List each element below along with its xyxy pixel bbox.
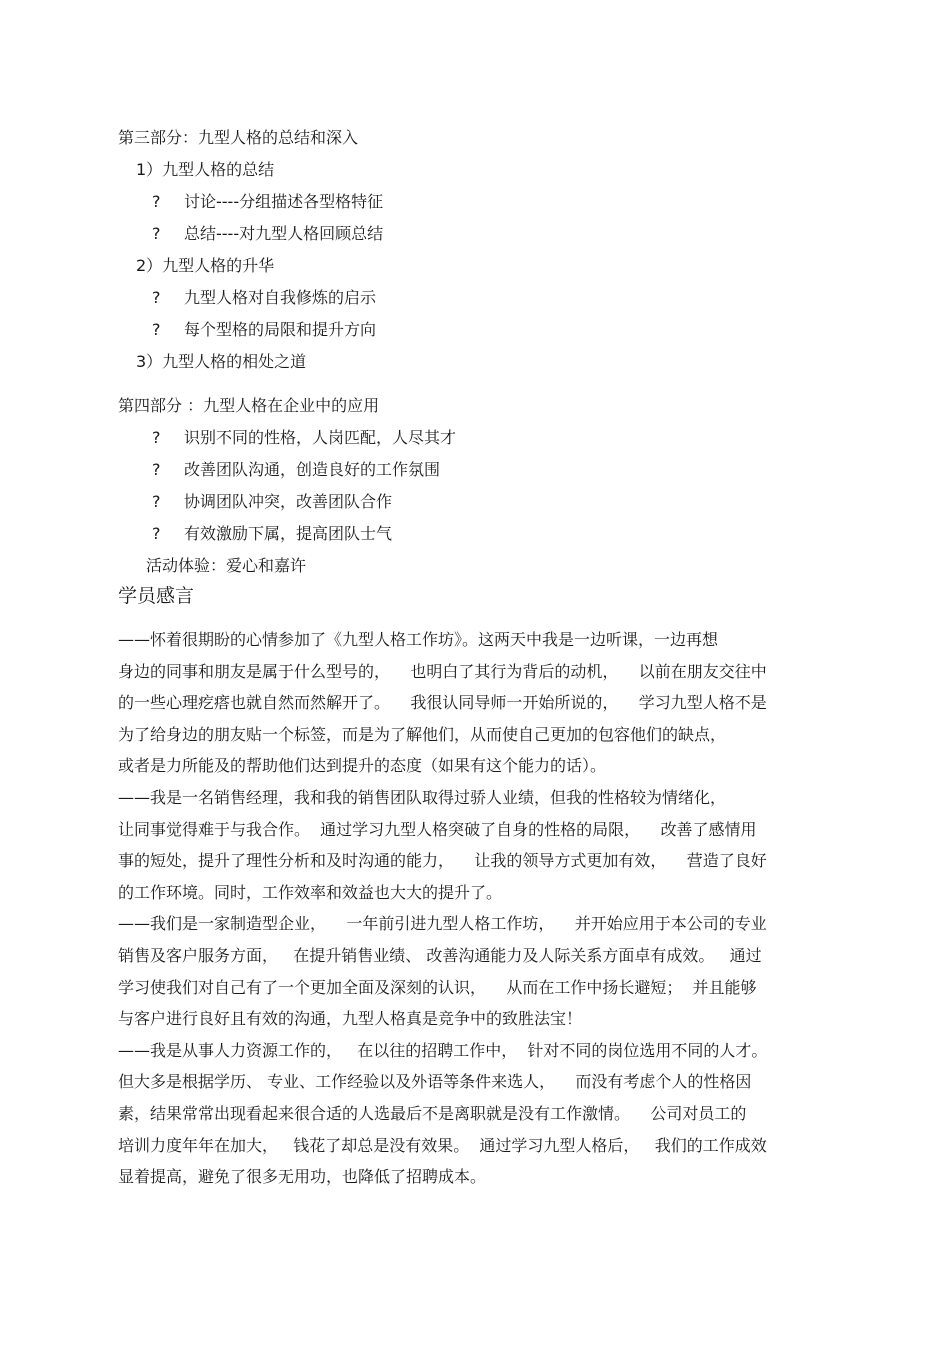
text-line: 或者是力所能及的帮助他们达到提升的态度（如果有这个能力的话）。 <box>118 756 607 776</box>
bullet-text: 识别不同的性格，人岗匹配，人尽其才 <box>184 428 457 447</box>
testimonial-3 <box>118 908 838 1034</box>
text-line: ——我是一名销售经理，我和我的销售团队取得过骄人业绩，但我的性格较为情绪化， <box>118 787 727 807</box>
text-line: ——怀着很期盼的心情参加了《九型人格工作坊》。这两天中我是一边听课，一边再想 <box>118 630 719 649</box>
text-line: 显着提高，避免了很多无用功，也降低了招聘成本。 <box>118 1167 487 1187</box>
part4-bullet <box>118 522 838 554</box>
text-line: ——我是从事人力资源工作的， 在以往的招聘工作中， 针对不同的岗位选用不同的人才。 <box>118 1040 768 1060</box>
bullet-text: 有效激励下属，提高团队士气 <box>184 524 393 543</box>
part3-bullet <box>118 222 838 254</box>
document-page <box>118 126 838 1193</box>
part4-title: 第四部分 ：九型人格在企业中的应用 <box>118 396 380 415</box>
bullet-mark: ? <box>152 428 161 447</box>
part4-bullet <box>118 458 838 490</box>
bullet-mark: ? <box>152 460 161 479</box>
bullet-text: 改善团队沟通，创造良好的工作氛围 <box>184 460 441 479</box>
testimonial-4 <box>118 1035 838 1193</box>
part4-bullet <box>118 426 838 458</box>
testimonial-2 <box>118 782 838 908</box>
text-line: 但大多是根据学历、 专业、工作经验以及外语等条件来选人， 而没有考虑个人的性格因 <box>118 1072 752 1092</box>
activity-line: 活动体验：爱心和嘉许 <box>146 556 307 575</box>
bullet-text: 九型人格对自我修炼的启示 <box>184 288 377 307</box>
text-line: 培训力度年年在加大， 钱花了却总是没有效果。 通过学习九型人格后， 我们的工作成效 <box>118 1135 767 1155</box>
text-line: 销售及客户服务方面， 在提升销售业绩、 改善沟通能力及人际关系方面卓有成效。 通过 <box>118 945 762 965</box>
bullet-mark: ? <box>152 320 161 339</box>
bullet-mark: ? <box>152 524 161 543</box>
part3-bullet <box>118 190 838 222</box>
text-line: 的工作环境。同时，工作效率和效益也大大的提升了。 <box>118 882 503 902</box>
part3-item-3: 3）九型人格的相处之道 <box>136 352 307 371</box>
bullet-mark: ? <box>152 492 161 511</box>
bullet-text: 讨论----分组描述各型格特征 <box>184 192 384 211</box>
part4-bullet <box>118 490 838 522</box>
bullet-mark: ? <box>152 224 161 243</box>
part3-item-1: 1）九型人格的总结 <box>136 160 275 179</box>
bullet-mark: ? <box>152 288 161 307</box>
text-line: 让同事觉得难于与我合作。 通过学习九型人格突破了自身的性格的局限， 改善了感情用 <box>118 819 757 839</box>
part3-bullet <box>118 318 838 350</box>
text-line: ——我们是一家制造型企业， 一年前引进九型人格工作坊， 并开始应用于本公司的专业 <box>118 914 767 934</box>
text-line: 素，结果常常出现看起来很合适的人选最后不是离职就是没有工作激情。 公司对员工的 <box>118 1103 747 1123</box>
text-line: 学习使我们对自己有了一个更加全面及深刻的认识， 从而在工作中扬长避短； 并且能够 <box>118 977 757 997</box>
bullet-mark: ? <box>152 192 161 211</box>
part3-item-2: 2）九型人格的升华 <box>136 256 275 275</box>
text-line: 身边的同事和朋友是属于什么型号的， 也明白了其行为背后的动机， 以前在朋友交往中 <box>118 661 767 681</box>
bullet-text: 协调团队冲突，改善团队合作 <box>184 492 393 511</box>
testimonials-heading: 学员感言 <box>118 585 195 607</box>
bullet-text: 每个型格的局限和提升方向 <box>184 320 377 339</box>
part3-bullet <box>118 286 838 318</box>
text-line: 为了给身边的朋友贴一个标签，而是为了解他们，从而使自己更加的包容他们的缺点， <box>118 724 727 744</box>
testimonial-1 <box>118 624 838 782</box>
text-line: 与客户进行良好且有效的沟通，九型人格真是竞争中的致胜法宝！ <box>118 1009 583 1029</box>
text-line: 的一些心理疙瘩也就自然而然解开了。 我很认同导师一开始所说的， 学习九型人格不是 <box>118 693 767 713</box>
part3-title: 第三部分：九型人格的总结和深入 <box>118 128 359 147</box>
bullet-text: 总结----对九型人格回顾总结 <box>184 224 384 243</box>
text-line: 事的短处，提升了理性分析和及时沟通的能力， 让我的领导方式更加有效， 营造了良好 <box>118 851 767 871</box>
